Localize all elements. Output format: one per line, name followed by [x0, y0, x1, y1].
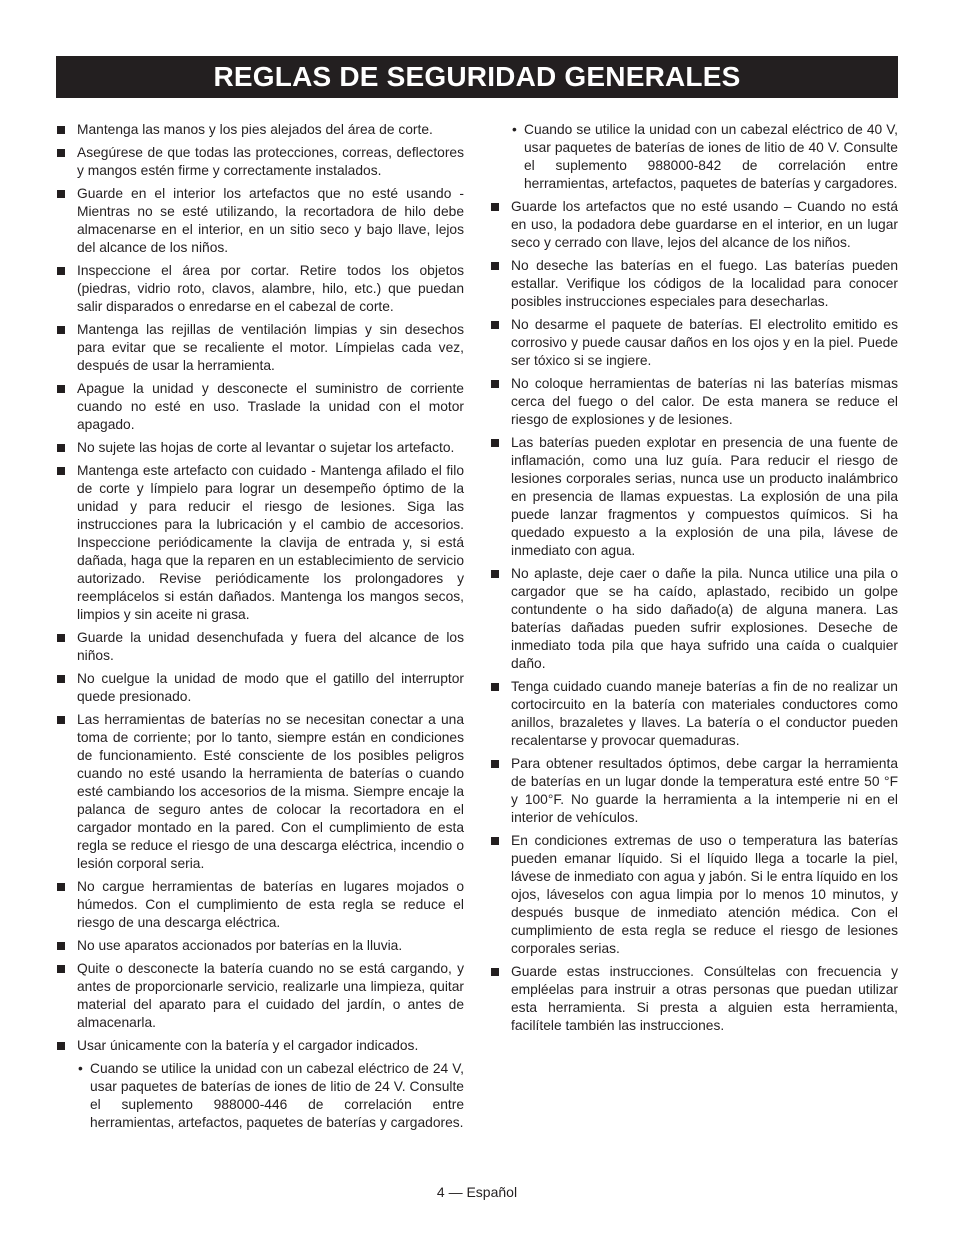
square-bullet-icon [491, 683, 499, 691]
square-bullet-icon [57, 326, 65, 334]
rule-item [56, 185, 464, 257]
square-bullet-icon [57, 267, 65, 275]
rule-text: Guarde estas instrucciones. Consúltelas con frecuencia y empléelas para instruir a otras personas que puedan utilizar esta herramienta. Si presta a alguien esta herramienta, facilítele también las instrucciones. [511, 964, 898, 1033]
rule-item [490, 257, 898, 311]
rule-item [56, 711, 464, 873]
rule-item [490, 678, 898, 750]
rule-text: Mantenga las rejillas de ventilación limpias y sin desechos para evitar que se recaliente el motor. Límpielas cada vez, después de usar la herramienta. [77, 322, 464, 373]
rule-text: Usar únicamente con la batería y el cargador indicados. [77, 1038, 419, 1053]
rule-text: Guarde los artefactos que no esté usando – Cuando no está en uso, la podadora debe guardarse en el interior, en un lugar seco y cerrado con llave, lejos del alcance de los niños. [511, 199, 898, 250]
page-footer: 4 — Español [436, 1184, 518, 1200]
rule-text: Las baterías pueden explotar en presencia de una fuente de inflamación, como una luz guía. Para reducir el riesgo de lesiones corporales serias, nunca use un producto inalámbrico en presencia de llamas expuestas. La explosión de una pila puede lanzar fragmentos y compuestos químicos. Si ha quedado expuesto a la explosión de una pila, lávese de inmediato con agua. [511, 435, 898, 558]
rule-item [490, 565, 898, 673]
square-bullet-icon [491, 837, 499, 845]
square-bullet-icon [57, 385, 65, 393]
rule-text: Mantenga las manos y los pies alejados del área de corte. [77, 122, 433, 137]
rule-text: Quite o desconecte la batería cuando no se está cargando, y antes de proporcionarle servicio, realizarle una limpieza, quitar material del aparato para el cuidado del jardín, o antes de almacenarla. [77, 961, 464, 1030]
dot-bullet-icon: • [512, 122, 517, 137]
section-header-bar [56, 56, 898, 98]
square-bullet-icon [57, 883, 65, 891]
rule-item [490, 198, 898, 252]
rule-text: No aplaste, deje caer o dañe la pila. Nunca utilice una pila o cargador que se ha caído, aplastado, recibido un golpe contundente o ha sido dañado(a) de alguna manera. Las baterías dañadas pueden sufrir explosiones. Deseche de inmediato toda pila que haya sufrido una caída o cualquier daño. [511, 566, 898, 671]
rule-item [56, 380, 464, 434]
square-bullet-icon [57, 965, 65, 973]
square-bullet-icon [491, 439, 499, 447]
square-bullet-icon [57, 716, 65, 724]
rule-item [56, 670, 464, 706]
sub-rule-text: Cuando se utilice la unidad con un cabezal eléctrico de 24 V, usar paquetes de baterías de iones de litio de 24 V. Consulte el suplemento 988000-446 de correlación entre herramientas, artefactos, paquetes de baterías y cargadores. [90, 1061, 464, 1130]
rule-item [56, 878, 464, 932]
square-bullet-icon [57, 634, 65, 642]
rule-text: Asegúrese de que todas las protecciones, correas, deflectores y mangos estén firme y correctamente instalados. [77, 145, 464, 178]
rule-item [490, 963, 898, 1035]
rule-item [56, 439, 464, 457]
square-bullet-icon [57, 444, 65, 452]
rule-item [56, 121, 464, 139]
rule-item [56, 1037, 464, 1055]
rule-text: Inspeccione el área por cortar. Retire todos los objetos (piedras, vidrio roto, clavos, alambre, hilo, etc.) que puedan salir disparados o enredarse en el cabezal de corte. [77, 263, 464, 314]
left-column [56, 121, 464, 1137]
square-bullet-icon [57, 1042, 65, 1050]
rule-item [490, 434, 898, 560]
rule-text: No cuelgue la unidad de modo que el gatillo del interruptor quede presionado. [77, 671, 464, 704]
rule-text: Apague la unidad y desconecte el suministro de corriente cuando no esté en uso. Traslade la unidad con el motor apagado. [77, 381, 464, 432]
left-rules-list [56, 121, 464, 1132]
rule-item [490, 316, 898, 370]
rule-item [56, 629, 464, 665]
rule-item [490, 375, 898, 429]
rule-text: Para obtener resultados óptimos, debe cargar la herramienta de baterías en un lugar donde la temperatura esté entre 50 °F y 100°F. No guarde la herramienta a la intemperie ni en el interior de vehículos. [511, 756, 898, 825]
rule-text: En condiciones extremas de uso o temperatura las baterías pueden emanar líquido. Si el líquido llega a tocarle la piel, lávese de inmediato con agua y jabón. Si le entra líquido en los ojos, láveselos con agua limpia por lo menos 10 minutos, y después busque de inmediato atención médica. Con el cumplimiento de esta regla se reduce el riesgo de lesiones corporales serias. [511, 833, 898, 956]
square-bullet-icon [57, 675, 65, 683]
square-bullet-icon [57, 942, 65, 950]
rule-text: No sujete las hojas de corte al levantar o sujetar los artefacto. [77, 440, 455, 455]
sub-rule-item [56, 1060, 464, 1132]
rule-item [56, 144, 464, 180]
rule-item [56, 937, 464, 955]
square-bullet-icon [57, 149, 65, 157]
square-bullet-icon [491, 380, 499, 388]
rule-item [56, 262, 464, 316]
page-title: REGLAS DE SEGURIDAD GENERALES [213, 61, 741, 92]
rule-item [56, 462, 464, 624]
sub-rule-item [490, 121, 898, 193]
rule-text: Guarde la unidad desenchufada y fuera del alcance de los niños. [77, 630, 464, 663]
square-bullet-icon [491, 203, 499, 211]
rule-text: Guarde en el interior los artefactos que no esté usando - Mientras no se esté utilizando, la recortadora de hilo debe almacenarse en el interior, en un sitio seco y bajo llave, lejos del alcance de los niños. [77, 186, 464, 255]
rule-item [56, 960, 464, 1032]
square-bullet-icon [57, 467, 65, 475]
square-bullet-icon [491, 968, 499, 976]
rule-text: Las herramientas de baterías no se necesitan conectar a una toma de corriente; por lo tanto, siempre están en condiciones de funcionamiento. Esté consciente de los posibles peligros cuando no esté usando la herramienta de baterías o cuando esté cambiando los accesorios de la misma. Siempre encaje la palanca de seguro antes de colocar la recortadora en el cargador montado en la pared. Con el cumplimiento de esta regla se reduce el riesgo de una descarga eléctrica, incendio o lesión corporal seria. [77, 712, 464, 871]
right-column [490, 121, 898, 1040]
dot-bullet-icon: • [78, 1061, 83, 1076]
rule-item [490, 832, 898, 958]
rule-text: No deseche las baterías en el fuego. Las baterías pueden estallar. Verifique los códigos de la localidad para conocer posibles instrucciones especiales para desecharlas. [511, 258, 898, 309]
rule-text: Mantenga este artefacto con cuidado - Mantenga afilado el filo de corte y límpielo para lograr un desempeño óptimo de la unidad y para reducir el riesgo de lesiones. Siga las instrucciones para la lubricación y el cambio de accesorios. Inspeccione periódicamente la clavija de entrada y, si está dañada, haga que la reparen en un establecimiento de servicio autorizado. Revise periódicamente los prolongadores y reemplácelos si están dañados. Mantenga los mangos secos, limpios y sin aceite ni grasa. [77, 463, 464, 622]
rule-item [490, 755, 898, 827]
rule-text: No coloque herramientas de baterías ni las baterías mismas cerca del fuego o del calor. De esta manera se reduce el riesgo de explosiones y de lesiones. [511, 376, 898, 427]
square-bullet-icon [57, 126, 65, 134]
sub-rule-text: Cuando se utilice la unidad con un cabezal eléctrico de 40 V, usar paquetes de baterías de iones de litio de 40 V. Consulte el suplemento 988000-842 de correlación entre herramientas, artefactos, paquetes de baterías y cargadores. [524, 122, 898, 191]
rule-text: Tenga cuidado cuando maneje baterías a fin de no realizar un cortocircuito en la batería con materiales conductores como anillos, brazaletes y llaves. La batería o el conductor pueden recalentarse y provocar quemaduras. [511, 679, 898, 748]
square-bullet-icon [491, 570, 499, 578]
rule-text: No desarme el paquete de baterías. El electrolito emitido es corrosivo y puede causar daños en los ojos y en la piel. Puede ser tóxico si se ingiere. [511, 317, 898, 368]
rule-text: No use aparatos accionados por baterías en la lluvia. [77, 938, 403, 953]
rule-text: No cargue herramientas de baterías en lugares mojados o húmedos. Con el cumplimiento de esta regla se reduce el riesgo de una descarga eléctrica. [77, 879, 464, 930]
rule-item [56, 321, 464, 375]
square-bullet-icon [491, 262, 499, 270]
square-bullet-icon [57, 190, 65, 198]
square-bullet-icon [491, 321, 499, 329]
square-bullet-icon [491, 760, 499, 768]
right-rules-list [490, 121, 898, 1035]
